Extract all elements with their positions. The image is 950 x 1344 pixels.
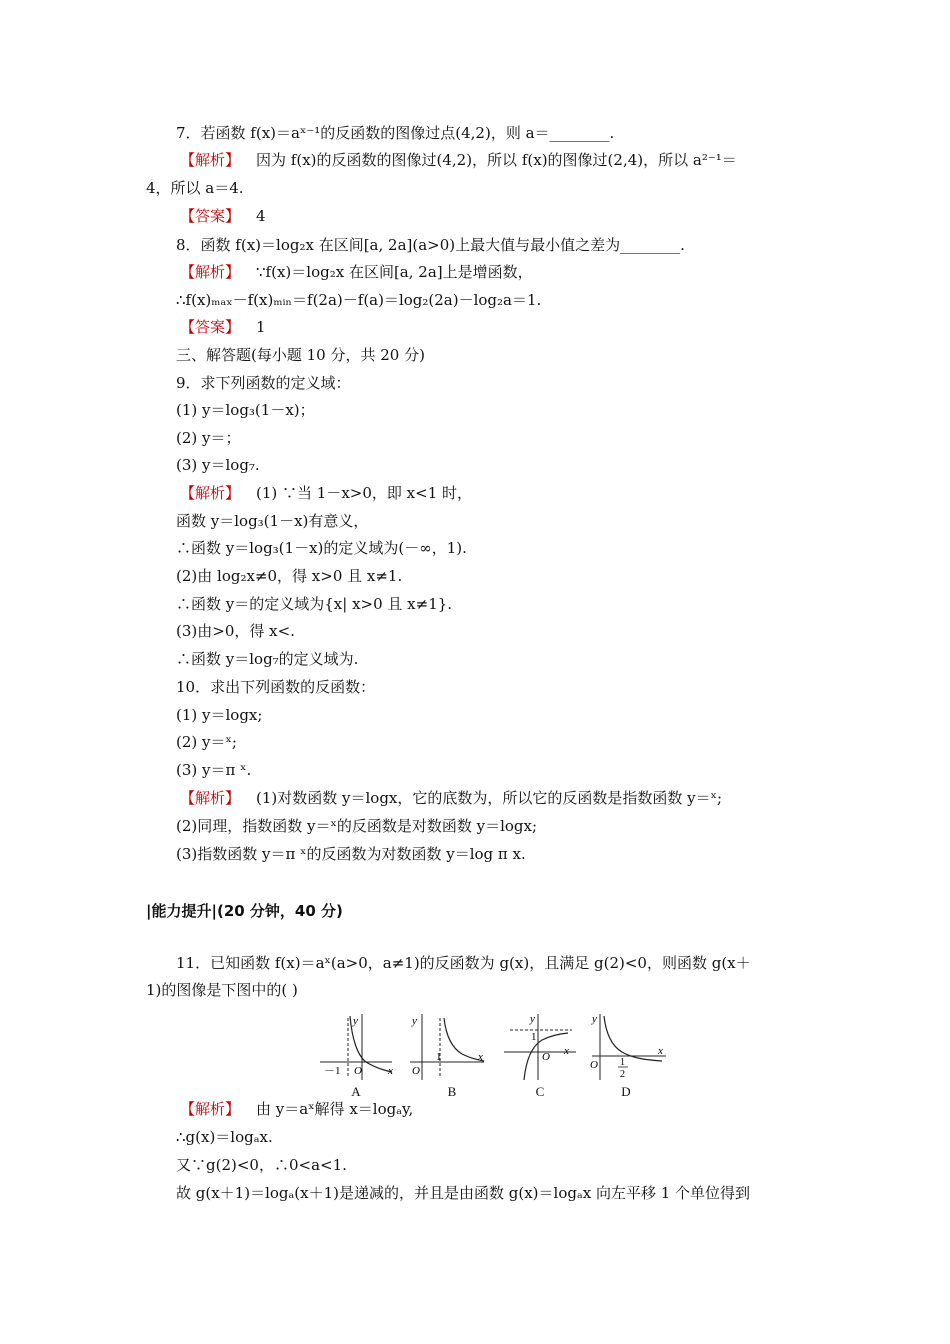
graph-d	[590, 1010, 670, 1082]
answer-tag: 【答案】	[180, 318, 241, 336]
analysis-tag: 【解析】	[180, 151, 241, 169]
q11-analysis-3: 又∵g(2)<0，∴0<a<1.	[176, 1156, 347, 1174]
question-9: 9．求下列函数的定义域：	[176, 374, 351, 392]
origin-label: O	[542, 1051, 550, 1063]
graph-label-d: D	[621, 1084, 631, 1099]
q8-analysis-cont: ∴f(x)ₘₐₓ－f(x)ₘᵢₙ＝f(2a)－f(a)＝log₂(2a)－log₂a＝1.	[176, 291, 542, 309]
graph-c	[502, 1010, 582, 1082]
graph-b	[408, 1010, 488, 1082]
q10-analysis-text: (1)对数函数 y＝logx，它的底数为，所以它的反函数是指数函数 y＝ˣ;	[256, 789, 723, 807]
analysis-tag: 【解析】	[180, 263, 241, 281]
graph-d-figure	[590, 1010, 670, 1082]
question-11-cont: 1)的图像是下图中的( )	[146, 981, 298, 999]
graph-label-c: C	[535, 1084, 545, 1099]
axis-x-label: x	[478, 1051, 483, 1063]
q9-item-1: (1) y＝log₃(1－x)；	[176, 401, 315, 419]
q11-analysis-2: ∴g(x)＝logₐx.	[176, 1128, 273, 1146]
q9-analysis-text: (1) ∵当 1－x>0，即 x<1 时，	[256, 484, 473, 502]
question-7: 7．若函数 f(x)＝aˣ⁻¹的反函数的图像过点(4,2)，则 a＝________.	[176, 124, 615, 142]
question-8: 8．函数 f(x)＝log₂x 在区间[a, 2a](a>0)上最大值与最小值之差为________.	[176, 236, 685, 254]
tick-label-numerator: 1	[620, 1057, 625, 1068]
q10-analysis-3: (3)指数函数 y＝π ˣ的反函数为对数函数 y＝log π x.	[176, 845, 526, 863]
part-3-heading: 三、解答题(每小题 10 分，共 20 分)	[176, 346, 425, 364]
q9-analysis-3: ∴函数 y＝log₃(1－x)的定义域为(－∞，1).	[176, 539, 467, 557]
q10-analysis-2: (2)同理，指数函数 y＝ˣ的反函数是对数函数 y＝logx;	[176, 817, 538, 835]
tick-label: －1	[324, 1065, 341, 1077]
graph-label-b: B	[447, 1084, 457, 1099]
graph-c-figure	[502, 1010, 582, 1082]
origin-label: O	[412, 1065, 420, 1077]
q9-analysis-6: (3)由>0，得 x<.	[176, 622, 295, 640]
q7-answer-line	[180, 207, 266, 225]
q7-analysis-text: 因为 f(x)的反函数的图像过(4,2)，所以 f(x)的图像过(2,4)，所以 a²⁻¹＝	[256, 151, 737, 169]
axis-x-label: x	[658, 1045, 663, 1057]
graph-a	[318, 1010, 398, 1082]
q9-item-3: (3) y＝log₇.	[176, 456, 260, 474]
q9-analysis-line	[180, 484, 472, 502]
graph-label-a: A	[351, 1084, 361, 1099]
question-11: 11．已知函数 f(x)＝aˣ(a>0，a≠1)的反函数为 g(x)，且满足 g(2)<0，则函数 g(x＋	[176, 954, 751, 972]
graph-a-figure	[318, 1010, 398, 1082]
q9-analysis-5: ∴函数 y＝的定义域为{x| x>0 且 x≠1}.	[176, 595, 453, 613]
analysis-tag: 【解析】	[180, 1100, 241, 1118]
origin-label: O	[590, 1059, 598, 1071]
q8-answer-line	[180, 318, 266, 336]
analysis-tag: 【解析】	[180, 789, 241, 807]
axis-x-label: x	[388, 1065, 393, 1077]
question-10: 10．求出下列函数的反函数：	[176, 678, 376, 696]
q8-answer-value: 1	[256, 318, 266, 336]
origin-label: O	[354, 1065, 362, 1077]
analysis-tag: 【解析】	[180, 484, 241, 502]
q7-analysis-line	[180, 151, 737, 169]
q10-analysis-line	[180, 789, 722, 807]
q10-item-3: (3) y＝π ˣ.	[176, 761, 252, 779]
q10-item-2: (2) y＝ˣ;	[176, 733, 237, 751]
q9-analysis-4: (2)由 log₂x≠0，得 x>0 且 x≠1.	[176, 567, 403, 585]
axis-y-label: y	[530, 1013, 535, 1025]
q9-analysis-7: ∴函数 y＝log₇的定义域为.	[176, 650, 359, 668]
axis-y-label: y	[353, 1015, 358, 1027]
q8-analysis-line	[180, 263, 533, 281]
q7-analysis-cont: 4，所以 a＝4.	[146, 179, 244, 197]
graph-b-figure	[408, 1010, 488, 1082]
axis-x-label: x	[564, 1045, 569, 1057]
axis-y-label: y	[592, 1013, 597, 1025]
q11-analysis-line	[180, 1100, 413, 1118]
q9-item-2: (2) y＝；	[176, 429, 241, 447]
section-heading: |能力提升|(20 分钟，40 分)	[146, 902, 343, 920]
axis-y-label: y	[412, 1015, 417, 1027]
q9-analysis-2: 函数 y＝log₃(1－x)有意义，	[176, 512, 369, 530]
q11-analysis-text: 由 y＝aˣ解得 x＝logₐy,	[256, 1100, 414, 1118]
tick-label-denominator: 2	[620, 1069, 625, 1080]
tick-label: 1	[436, 1051, 442, 1063]
q8-analysis-text: ∵f(x)＝log₂x 在区间[a, 2a]上是增函数，	[256, 263, 533, 281]
tick-label: 1	[531, 1031, 537, 1043]
q10-item-1: (1) y＝logx;	[176, 706, 263, 724]
q7-answer-value: 4	[256, 207, 266, 225]
q11-analysis-4: 故 g(x＋1)＝logₐ(x＋1)是递减的，并且是由函数 g(x)＝logₐx 向左平移 1 个单位得到	[176, 1184, 751, 1202]
answer-tag: 【答案】	[180, 207, 241, 225]
